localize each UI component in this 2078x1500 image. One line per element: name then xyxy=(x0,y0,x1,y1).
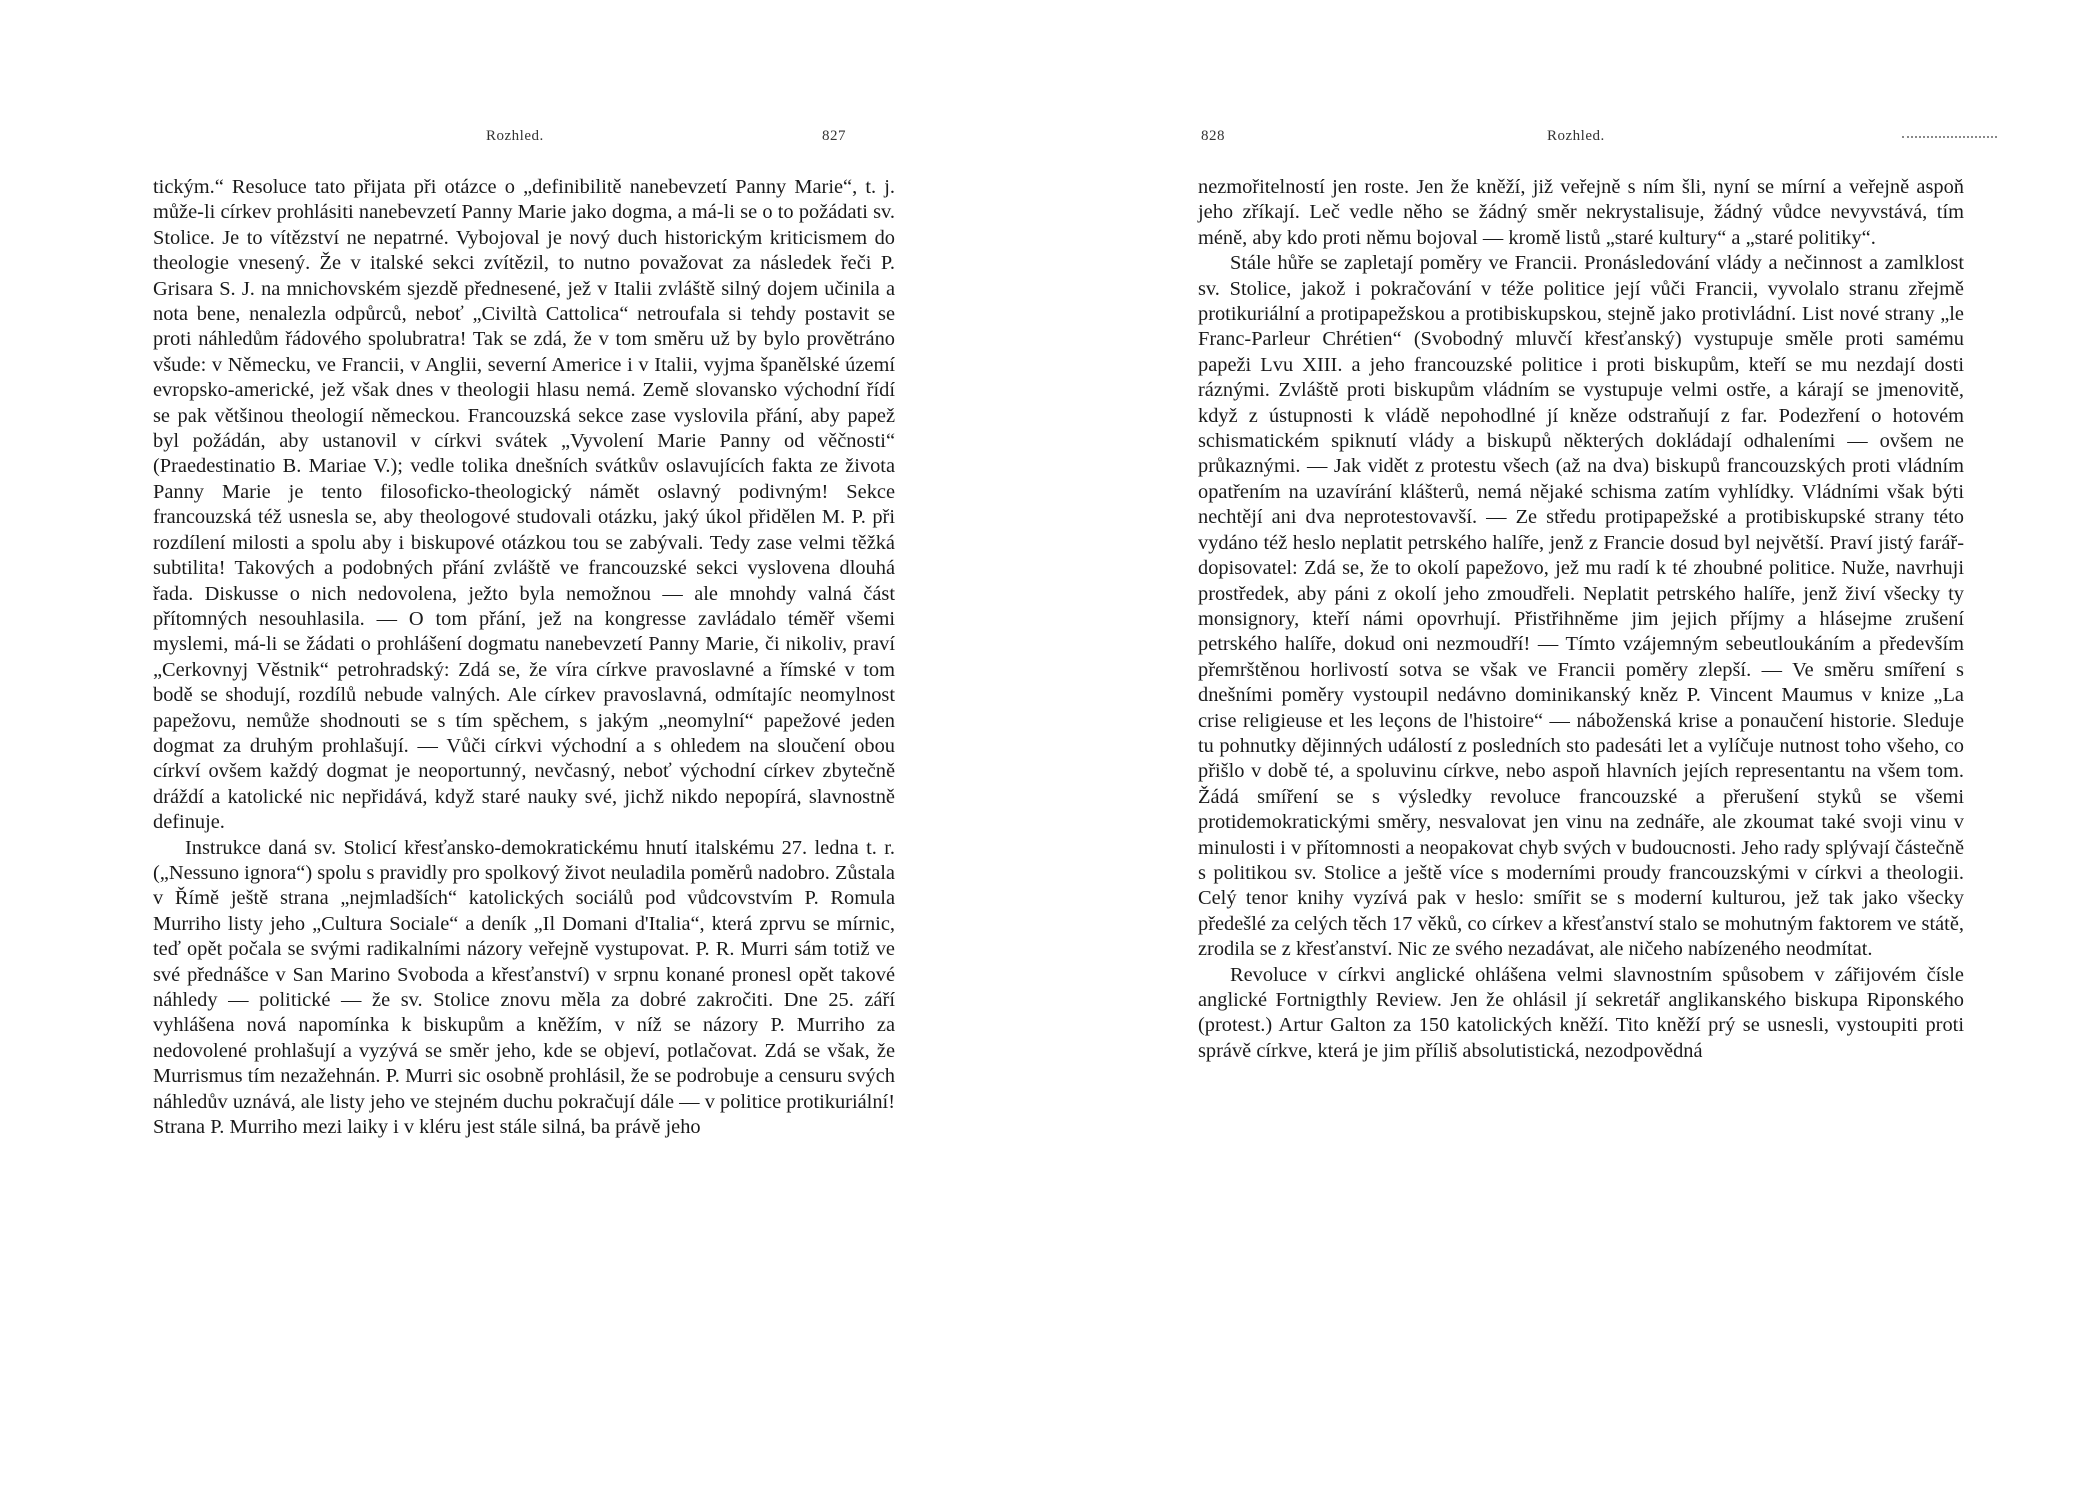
page-number: 827 xyxy=(822,128,846,144)
left-page-text xyxy=(153,175,895,1140)
paragraph: Instrukce daná sv. Stolicí křesťansko-demokratickému hnutí italskému 27. ledna t. r. („Nessuno ignora“) spolu s pravidly pro spolkový život neuladila poměrů nadobro. Zůstala v Římě ještě strana „nejmladších“ katolických sociálů pod vůdcovstvím P. Romula Murriho listy jeho „Cultura Sociale“ a deník „Il Domani d'Italia“, která zprvu se mírnic, teď opět počala se svými radikalními názory veřejně vystupovat. P. R. Murri sám totiž ve své přednášce v San Marino Svoboda a křesťanství) v srpnu konané pronesl opět takové náhledy — politické — že sv. Stolice znovu měla za dobré zakročiti. Dne 25. září vyhlášena nová napomínka k biskupům a kněžím, v níž se názory P. Murriho za nedovolené prohlašují a vyzývá se směr jeho, kde se objeví, potlačovat. Zdá se však, že Murrismus tím nezažehnán. P. Murri sic osobně prohlásil, že se podrobuje a censuru svých náhledův uznává, ale listy jeho ve stejném duchu pokračují dále — v politice protikuriální! Strana P. Murriho mezi laiky i v kléru jest stále silná, ba právě jeho xyxy=(153,836,895,1139)
header-rule xyxy=(1902,136,1997,138)
paragraph: Stále hůře se zapletají poměry ve Francii. Pronásledování vlády a nečinnost a zamlklost sv. Stolice, jakož i pokračování v téže politice její vůči Francii, vyvolalo stranu zřejmě protikuriální a protipapežskou a protibiskupskou, stejně jako protivládní. List nové strany „le Franc-Parleur Chrétien“ (Svobodný mluvčí křesťanský) vystupuje směle proti samému papeži Lvu XIII. a jeho francouzské politice i proti biskupům, kteří se mu nezdají dosti ráznými. Zvláště proti biskupům vládním se vystupuje velmi ostře, a kárají se jmenovitě, když z ústupnosti k vládě nepohodlné jí kněze odstraňují z far. Podezření o hotovém schismatickém spiknutí vlády a biskupů některých dokládají odhaleními — ovšem ne průkaznými. — Jak vidět z protestu všech (až na dva) biskupů francouzských proti vládním opatřením na uzavírání klášterů, nemá nějaké schisma zatím vyhlídky. Vládními však býti nechtějí ani dva neprotestovavší. — Ze středu protipapežské a protibiskupské strany této vydáno též heslo neplatit petrského halíře, jenž z Francie dosud byl největší. Praví jistý farář-dopisovatel: Zdá se, že to okolí papežovo, jež mu radí k té zhoubné politice. Nuže, navrhuji prostředek, aby páni z okolí jeho zmoudřeli. Neplatit petrského halíře, jenž živí všecky ty monsignory, kteří námi opovrhují. Přistřihněme jim jejich příjmy a hlásejme zrušení petrského halíře, dokud oni nezmoudří! — Tímto vzájemným sebeutloukáním a především přemrštěnou horlivostí sotva se však ve Francii poměry zlepší. — Ve směru smíření s dnešními poměry vystoupil nedávno dominikanský kněz P. Vincent Maumus v knize „La crise religieuse et les leçons de l'histoire“ — náboženská krise a ponaučení historie. Sleduje tu pohnutky dějinných událostí z posledních sto padesáti let a vylíčuje nutnost toho všeho, co přišlo v době té, a spoluvinu církve, nebo aspoň hlavních jejích representantu na všem tom. Žádá smíření se s výsledky revoluce francouzské a přerušení styků se všemi protidemokratickými směry, nesvalovat jen vinu na zednáře, ale zkoumat také svoji vinu v minulosti i v přítomnosti a neopakovat chyb svých v budoucnosti. Jeho rady splývají částečně s politikou sv. Stolice a ještě více s moderními proudy francouzskými v církvi a theologii. Celý tenor knihy vyzívá pak v heslo: smířit se s moderní kulturou, jež tak jako všecky předešlé za celých těch 17 věků, co církev a křesťanství stalo se mohutným faktorem ve státě, zrodila se z křesťanství. Nic ze svého nezadávat, ale ničeho nabízeného neodmítat. xyxy=(1198,252,1964,961)
right-page xyxy=(1039,0,2078,1500)
paragraph: tickým.“ Resoluce tato přijata při otázce o „definibilitě nanebevzetí Panny Marie“, t. j. může-li církev prohlásiti nanebevzetí Panny Marie jako dogma, a má-li se o to požádati sv. Stolice. Je to vítězství ne nepatrné. Vybojoval je nový duch historickým kriticismem do theologie vnesený. Že v italské sekci zvítězil, to nutno považovat za následek řeči P. Grisara S. J. na mnichovském sjezdě přednesené, jež v Italii zvláště silný dojem učinila a nota bene, nenalezla odpůrců, neboť „Civiltà Cattolica“ netroufala si tehdy postavit se proti náhledům řádového spolubratra! Tak se zdá, že v tom směru už by bylo provětráno všude: v Německu, ve Francii, v Anglii, severní Americe i v Italii, vyjma španělské území evropsko-americké, jež však dnes v theologii hlasu nemá. Země slovansko východní řídí se pak většinou theologií německou. Francouzská sekce zase vyslovila přání, aby papež byl požádán, aby ustanovil v církvi svátek „Vyvolení Marie Panny od věčnosti“ (Praedestinatio B. Mariae V.); vedle tolika dnešních svátkův oslavujících fakta ze života Panny Marie je tento filosoficko-theologický námět oslavný podivným! Sekce francouzská též usnesla se, aby theologové studovali otázku, jaký úkol přidělen M. P. při rozdílení milosti a spolu aby i biskupové otázkou tou se zabývali. Tedy zase velmi těžká subtilita! Takových a podobných přání zvláště ve francouzské sekci vyslovena dlouhá řada. Diskusse o nich nedovolena, ježto byla nemožnou — ale mnohdy valná část přítomných nesouhlasila. — O tom přání, jež na kongresse zavládalo téměř všemi myslemi, má-li se žádati o prohlášení dogmatu nanebevzetí Panny Marie, či nikoliv, praví „Cerkovnyj Věstnik“ petrohradský: Zdá se, že víra církve pravoslavné a římské v tom bodě se shodují, rozdílů nebude valných. Ale církev pravoslavná, odmítajíc neomylnost papežovu, nemůže shodnouti se s tím spěchem, s jakým „neomylní“ papežové jeden dogmat za druhým prohlašují. — Vůči církvi východní a s ohledem na sloučení obou církví ovšem každý dogmat je neoportunný, nevčasný, neboť východní církev zbytečně dráždí a katolické nic nepřidává, když staré nauky své, jichž nikdo nepopírá, slavnostně definuje. xyxy=(153,176,895,834)
page-number: 828 xyxy=(1201,128,1225,144)
paragraph: nezmořitelností jen roste. Jen že kněží, již veřejně s ním šli, nyní se mírní a veřejně aspoň jeho zříkají. Leč vedle něho se žádný směr nekrystalisuje, žádný vůdce nevyvstává, tím méně, aby kdo proti němu bojoval — kromě listů „staré kultury“ a „staré politiky“. xyxy=(1198,176,1964,249)
running-title: Rozhled. xyxy=(1547,128,1605,144)
running-title: Rozhled. xyxy=(486,128,544,144)
paragraph: Revoluce v církvi anglické ohlášena velmi slavnostním spůsobem v zářijovém čísle anglické Fortnigthly Review. Jen že ohlásil jí sekretář anglikanského biskupa Riponského (protest.) Artur Galton za 150 katolických kněží. Tito kněží prý se usnesli, vystoupiti proti správě církve, která je jim příliš absolutistická, nezodpovědná xyxy=(1198,963,1964,1062)
right-page-text xyxy=(1198,175,1964,1064)
